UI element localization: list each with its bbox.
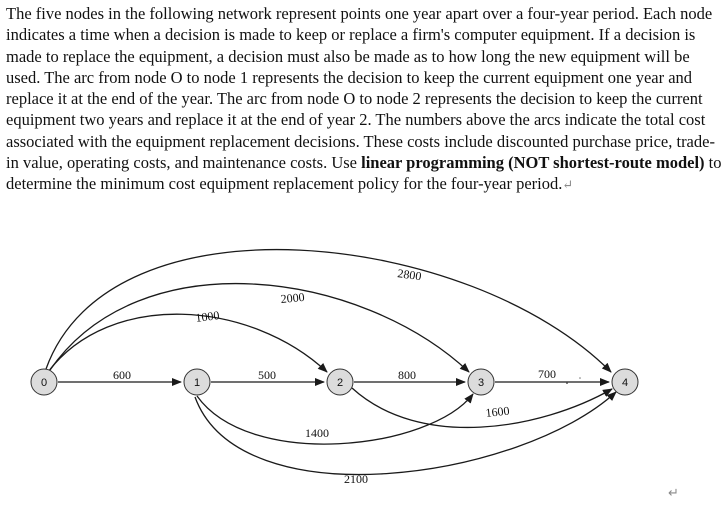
node-3 xyxy=(468,369,494,395)
problem-bold-emphasis: linear programming (NOT shortest-route model) xyxy=(361,153,705,173)
node-1 xyxy=(184,369,210,395)
node-label: 1 xyxy=(193,377,201,389)
arc-label-2-3: 800 xyxy=(398,368,416,382)
arc-1-3 xyxy=(197,394,473,444)
arc-0-4 xyxy=(46,250,611,372)
node-0 xyxy=(31,369,57,395)
arc-label-1-2: 500 xyxy=(258,368,276,382)
arc-0-2 xyxy=(48,314,327,372)
node-label: 4 xyxy=(621,377,629,389)
footer-return-mark: ↵ xyxy=(668,485,679,500)
node-label: 3 xyxy=(477,377,485,389)
arc-0-3 xyxy=(50,284,469,372)
arc-label-0-2: 1000 xyxy=(194,308,221,325)
node-2 xyxy=(327,369,353,395)
node-4 xyxy=(612,369,638,395)
problem-text-after: to determine the minimum cost equipment replacement policy for the four-year period. xyxy=(6,153,722,194)
speck-mark xyxy=(579,377,581,379)
speck-mark xyxy=(566,382,568,384)
paragraph-return-mark: ↵ xyxy=(562,177,574,193)
node-label: 2 xyxy=(336,377,344,389)
arc-label-1-3: 1400 xyxy=(305,426,329,440)
arc-label-0-3: 2000 xyxy=(280,289,306,306)
problem-text-before: The five nodes in the following network represent points one year apart over a four-year period. Each node indicates a time when a decision is made to keep or replace a firm's computer equipment. If a decision is made to replace the equipment, a decision must also be made as to how long the new equipment will be used. The arc from node O to node 1 represents the decision to keep the current equipment one year and replace it at the end of the year. The arc from node O to node 2 represents the decision to keep the current equipment two years and replace it at the end of year 2. The numbers above the arcs indicate the total cost associated with the equipment replacement decisions. These costs include discounted purchase price, trade-in value, operating costs, and maintenance costs. Use xyxy=(6,4,715,173)
arc-label-0-1: 600 xyxy=(113,368,131,382)
arc-label-0-4: 2800 xyxy=(396,266,423,284)
arc-label-1-4: 2100 xyxy=(344,472,368,486)
arc-label-3-4: 700 xyxy=(538,367,556,381)
arc-label-2-4: 1600 xyxy=(484,403,511,420)
node-label: 0 xyxy=(40,377,48,389)
